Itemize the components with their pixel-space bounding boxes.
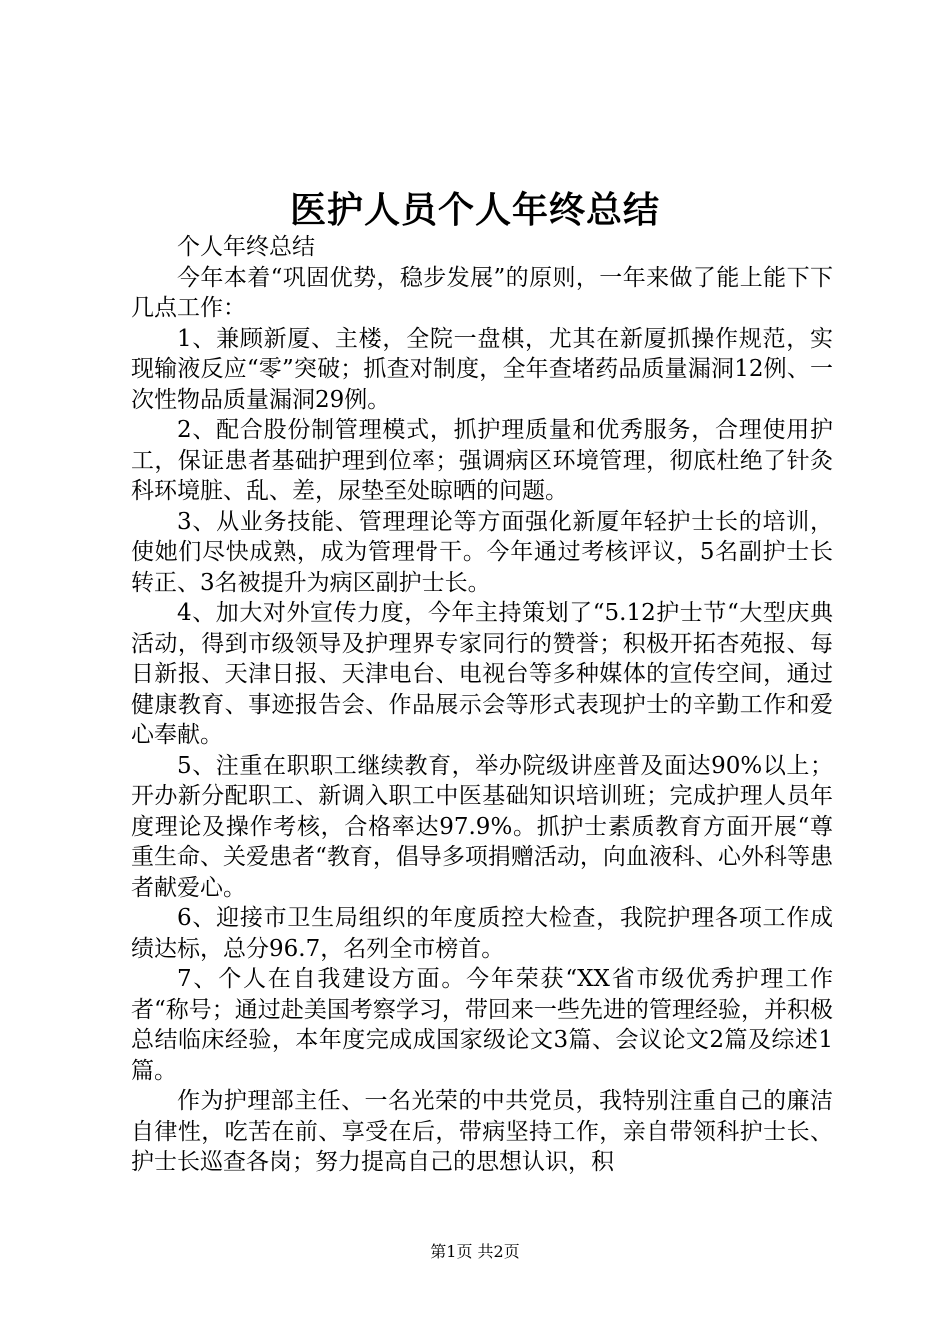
paragraph-item-7: 7、个人在自我建设方面。今年荣获“XX省市级优秀护理工作者“称号；通过赴美国考察学习，带回来一些先进的管理经验，并积极总结临床经验，本年度完成成国家级论文3篇、会议论文2篇及综述1篇。 bbox=[131, 966, 833, 1084]
paragraph-item-4: 4、加大对外宣传力度，今年主持策划了“5.12护士节“大型庆典活动，得到市级领导及护理界专家同行的赞誉；积极开拓杏苑报、每日新报、天津日报、天津电台、电视台等多种媒体的宣传空间，通过健康教育、事迹报告会、作品展示会等形式表现护士的辛勤工作和爱心奉献。 bbox=[131, 600, 833, 748]
paragraph-item-2: 2、配合股份制管理模式，抓护理质量和优秀服务，合理使用护工，保证患者基础护理到位率；强调病区环境管理，彻底杜绝了针灸科环境脏、乱、差，尿垫至处晾晒的问题。 bbox=[131, 417, 833, 504]
page-number: 第1页 共2页 bbox=[430, 1242, 520, 1261]
paragraph-item-1: 1、兼顾新厦、主楼，全院一盘棋，尤其在新厦抓操作规范，实现输液反应“零”突破；抓查对制度，全年查堵药品质量漏洞12例、一次性物品质量漏洞29例。 bbox=[131, 325, 833, 413]
paragraph-item-5: 5、注重在职职工继续教育，举办院级讲座普及面达90%以上；开办新分配职工、新调入职工中医基础知识培训班；完成护理人员年度理论及操作考核，合格率达97.9%。抓护士素质教育方面开展“尊重生命、关爱患者“教育，倡导多项捐赠活动，向血液科、心外科等患者献爱心。 bbox=[131, 752, 833, 901]
document-body bbox=[131, 232, 833, 1178]
paragraph-item-3: 3、从业务技能、管理理论等方面强化新厦年轻护士长的培训，使她们尽快成熟，成为管理骨干。今年通过考核评议，5名副护士长转正、3名被提升为病区副护士长。 bbox=[131, 508, 833, 596]
paragraph-closing: 作为护理部主任、一名光荣的中共党员，我特别注重自己的廉洁自律性，吃苦在前、享受在后，带病坚持工作，亲自带领科护士长、护士长巡查各岗；努力提高自己的思想认识，积 bbox=[131, 1088, 833, 1175]
paragraph-item-6: 6、迎接市卫生局组织的年度质控大检查，我院护理各项工作成绩达标，总分96.7，名列全市榜首。 bbox=[131, 905, 833, 962]
paragraph-intro: 今年本着“巩固优势，稳步发展”的原则，一年来做了能上能下下几点工作： bbox=[131, 264, 833, 321]
paragraph-heading: 个人年终总结 bbox=[177, 234, 315, 260]
document-title: 医护人员个人年终总结 bbox=[289, 189, 660, 231]
